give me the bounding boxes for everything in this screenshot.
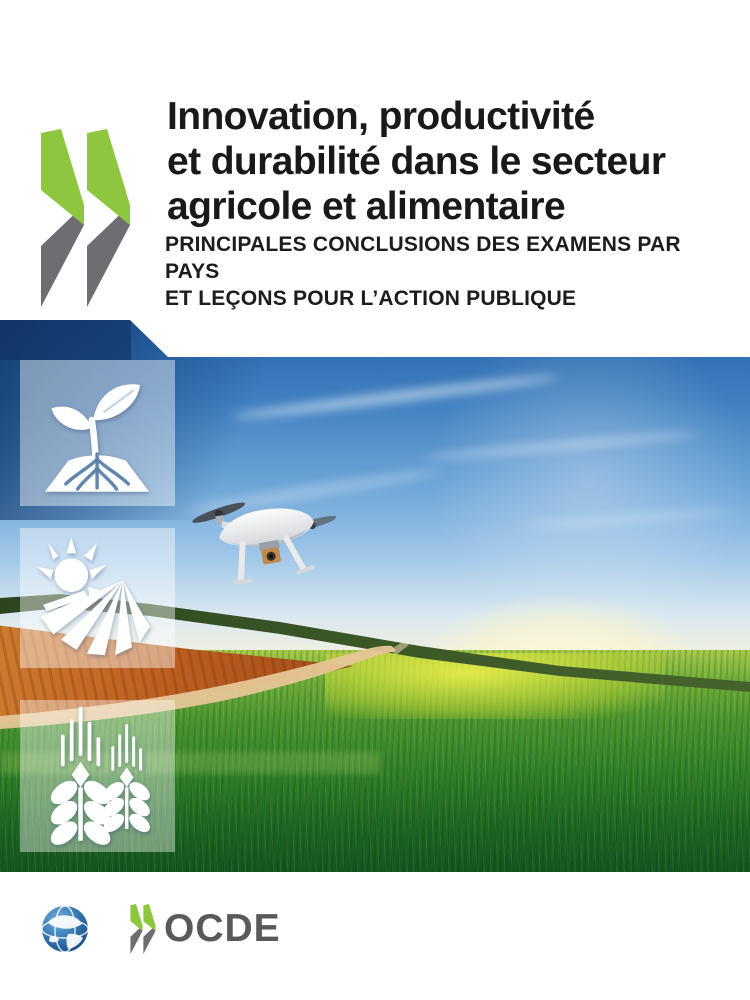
subtitle xyxy=(165,231,740,312)
ocde-wordmark: OCDE xyxy=(164,907,281,950)
title-line-3: agricole et alimentaire xyxy=(167,185,566,228)
title-line-2: et durabilité dans le secteur xyxy=(167,140,666,183)
sprout-icon xyxy=(32,366,162,500)
ocde-chevrons-icon xyxy=(130,904,157,954)
icon-tile-wheat xyxy=(20,700,175,852)
icon-tile-sprout xyxy=(20,360,175,506)
cover-photo-field-with-drone xyxy=(0,320,750,872)
page-title xyxy=(167,94,737,229)
title-line-1: Innovation, productivité xyxy=(167,95,595,138)
oecd-chevrons-logo-icon xyxy=(40,129,135,307)
subtitle-line-1: PRINCIPALES CONCLUSIONS DES EXAMENS PAR PAYS xyxy=(165,233,681,283)
globe-icon xyxy=(40,904,90,954)
subtitle-line-2: ET LEÇONS POUR L’ACTION PUBLIQUE xyxy=(165,287,577,310)
sun-over-field-icon xyxy=(32,534,162,663)
icon-tile-sun-field xyxy=(20,528,175,668)
wheat-ears-icon xyxy=(32,706,162,846)
drone-image xyxy=(185,478,345,596)
